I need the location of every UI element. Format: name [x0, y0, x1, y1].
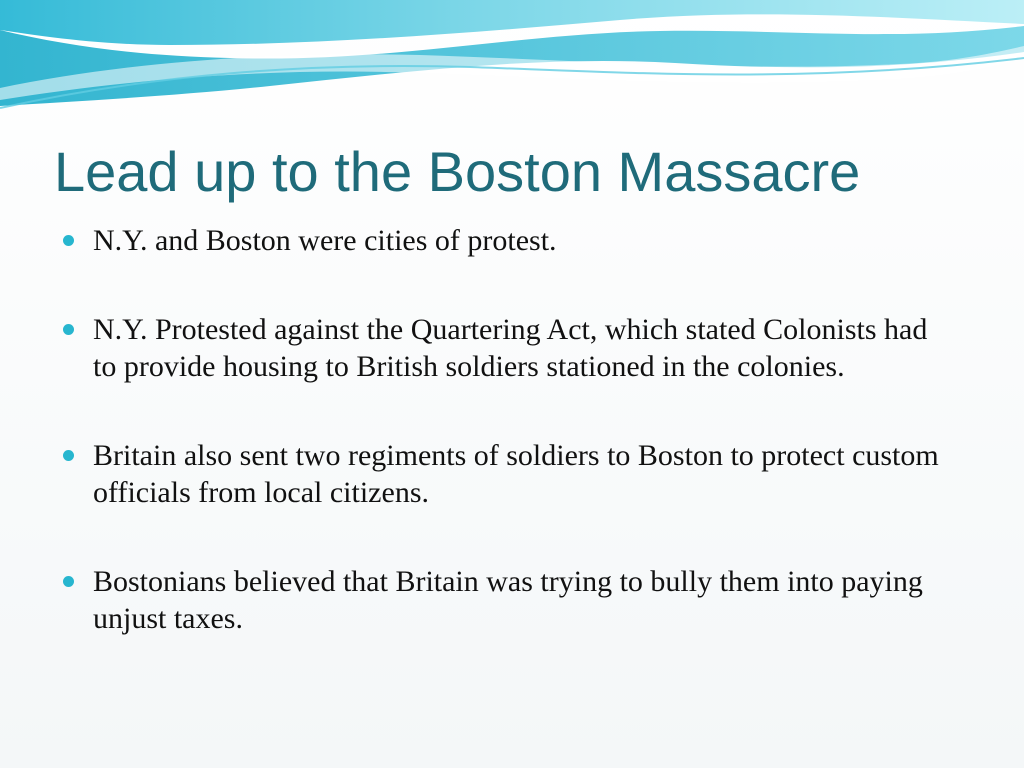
- decorative-wave-header: [0, 0, 1024, 120]
- bullet-text: Britain also sent two regiments of soldiers to Boston to protect custom officials from local citizens.: [93, 439, 939, 509]
- bullet-item: [62, 222, 942, 259]
- bullet-text: N.Y. Protested against the Quartering Act, which stated Colonists had to provide housing to British soldiers stationed in the colonies.: [93, 313, 928, 383]
- bullet-text: N.Y. and Boston were cities of protest.: [93, 224, 557, 257]
- bullet-item: [62, 563, 942, 637]
- bullet-item: [62, 311, 942, 385]
- bullet-text: Bostonians believed that Britain was trying to bully them into paying unjust taxes.: [93, 565, 923, 635]
- bullet-list: [62, 222, 942, 637]
- bullet-dot-icon: [63, 576, 74, 587]
- slide-title: Lead up to the Boston Massacre: [54, 140, 861, 203]
- bullet-dot-icon: [63, 235, 74, 246]
- bullet-dot-icon: [63, 324, 74, 335]
- bullet-dot-icon: [63, 450, 74, 461]
- bullet-item: [62, 437, 942, 511]
